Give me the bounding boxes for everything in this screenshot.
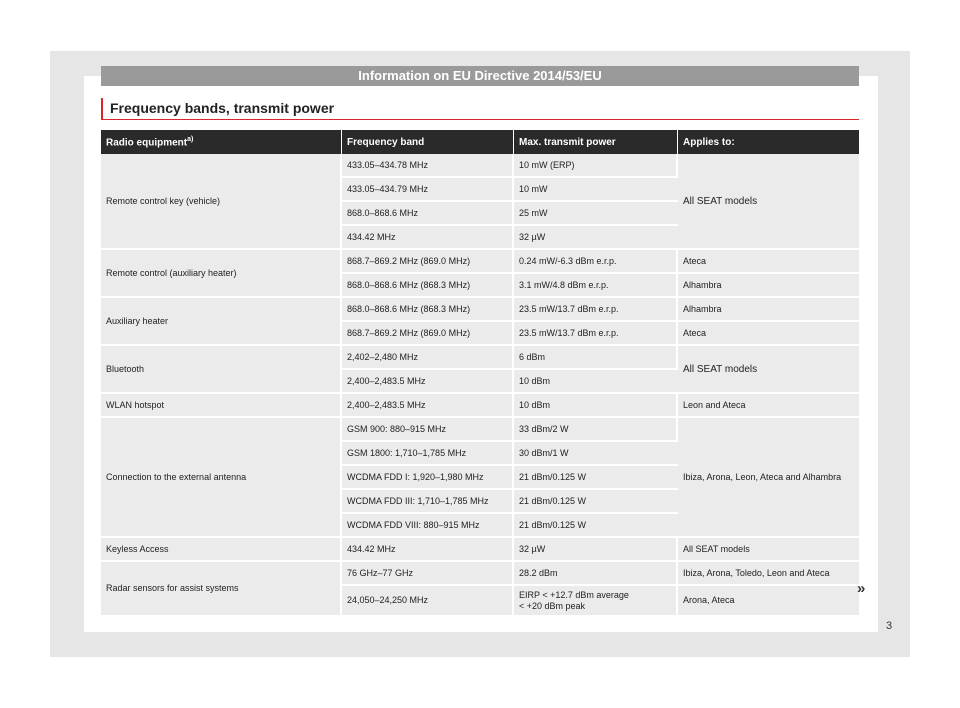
- power-cell: 32 µW: [514, 538, 678, 562]
- frequency-table: [101, 130, 859, 617]
- equipment-cell: Remote control (auxiliary heater): [101, 250, 342, 298]
- power-cell: 10 dBm: [514, 394, 678, 418]
- band-cell: 434.42 MHz: [342, 538, 514, 562]
- table-row: [101, 298, 859, 322]
- equipment-cell: Bluetooth: [101, 346, 342, 394]
- header-applies-to: Applies to:: [678, 130, 859, 154]
- power-cell: 30 dBm/1 W: [514, 442, 678, 466]
- power-cell: 10 dBm: [514, 370, 678, 394]
- page-number: 3: [886, 620, 893, 632]
- header-radio-equipment: Radio equipment$^{a)}$: [101, 130, 342, 154]
- applies-cell: Ibiza, Arona, Toledo, Leon and Ateca: [678, 562, 859, 586]
- band-cell: GSM 1800: 1,710–1,785 MHz: [342, 442, 514, 466]
- power-cell: 21 dBm/0.125 W: [514, 490, 678, 514]
- band-cell: 2,400–2,483.5 MHz: [342, 370, 514, 394]
- equipment-cell: Auxiliary heater: [101, 298, 342, 346]
- applies-cell: Ibiza, Arona, Leon, Ateca and Alhambra: [678, 418, 859, 538]
- applies-cell: Alhambra: [678, 298, 859, 322]
- power-cell: 23.5 mW/13.7 dBm e.r.p.: [514, 298, 678, 322]
- power-cell: 28.2 dBm: [514, 562, 678, 586]
- band-cell: 433.05–434.78 MHz: [342, 154, 514, 178]
- band-cell: 2,402–2,480 MHz: [342, 346, 514, 370]
- power-cell: 25 mW: [514, 202, 678, 226]
- applies-cell: Leon and Ateca: [678, 394, 859, 418]
- power-cell: 32 µW: [514, 226, 678, 250]
- table-row: [101, 346, 859, 370]
- equipment-cell: Keyless Access: [101, 538, 342, 562]
- power-cell: 10 mW (ERP): [514, 154, 678, 178]
- band-cell: WCDMA FDD III: 1,710–1,785 MHz: [342, 490, 514, 514]
- band-cell: 868.0–868.6 MHz (868.3 MHz): [342, 298, 514, 322]
- table-row: [101, 418, 859, 442]
- table-header-row: [101, 130, 859, 154]
- continue-marker: »: [857, 580, 866, 597]
- band-cell: WCDMA FDD I: 1,920–1,980 MHz: [342, 466, 514, 490]
- band-cell: 868.0–868.6 MHz (868.3 MHz): [342, 274, 514, 298]
- power-line: EIRP < +12.7 dBm average: [519, 589, 629, 600]
- table-row: [101, 538, 859, 562]
- power-cell: 3.1 mW/4.8 dBm e.r.p.: [514, 274, 678, 298]
- applies-cell: Ateca: [678, 250, 859, 274]
- applies-cell: Ateca: [678, 322, 859, 346]
- power-cell: 21 dBm/0.125 W: [514, 514, 678, 538]
- power-cell: 21 dBm/0.125 W: [514, 466, 678, 490]
- applies-cell: All SEAT models: [678, 346, 859, 394]
- table-row: [101, 394, 859, 418]
- band-cell: GSM 900: 880–915 MHz: [342, 418, 514, 442]
- power-cell: 0.24 mW/-6.3 dBm e.r.p.: [514, 250, 678, 274]
- power-line: < +20 dBm peak: [519, 600, 586, 611]
- applies-cell: All SEAT models: [678, 538, 859, 562]
- power-cell: [514, 586, 678, 617]
- equipment-cell: Connection to the external antenna: [101, 418, 342, 538]
- band-cell: WCDMA FDD VIII: 880–915 MHz: [342, 514, 514, 538]
- power-cell: 6 dBm: [514, 346, 678, 370]
- table-row: [101, 250, 859, 274]
- band-cell: 2,400–2,483.5 MHz: [342, 394, 514, 418]
- table-row: [101, 154, 859, 178]
- header-frequency-band: Frequency band: [342, 130, 514, 154]
- table-row: [101, 562, 859, 586]
- equipment-cell: Radar sensors for assist systems: [101, 562, 342, 617]
- power-cell: 23.5 mW/13.7 dBm e.r.p.: [514, 322, 678, 346]
- band-cell: 76 GHz–77 GHz: [342, 562, 514, 586]
- footnote-marker: a): [187, 135, 194, 143]
- equipment-cell: WLAN hotspot: [101, 394, 342, 418]
- power-cell: 10 mW: [514, 178, 678, 202]
- applies-cell: Alhambra: [678, 274, 859, 298]
- band-cell: 868.0–868.6 MHz: [342, 202, 514, 226]
- applies-cell: Arona, Ateca: [678, 586, 859, 617]
- section-title: Frequency bands, transmit power: [101, 98, 859, 120]
- equipment-cell: Remote control key (vehicle): [101, 154, 342, 250]
- header-max-power: Max. transmit power: [514, 130, 678, 154]
- band-cell: 433.05–434.79 MHz: [342, 178, 514, 202]
- band-cell: 868.7–869.2 MHz (869.0 MHz): [342, 322, 514, 346]
- applies-cell: All SEAT models: [678, 154, 859, 250]
- band-cell: 434.42 MHz: [342, 226, 514, 250]
- directive-header: Information on EU Directive 2014/53/EU: [101, 66, 859, 86]
- band-cell: 868.7–869.2 MHz (869.0 MHz): [342, 250, 514, 274]
- band-cell: 24,050–24,250 MHz: [342, 586, 514, 617]
- power-cell: 33 dBm/2 W: [514, 418, 678, 442]
